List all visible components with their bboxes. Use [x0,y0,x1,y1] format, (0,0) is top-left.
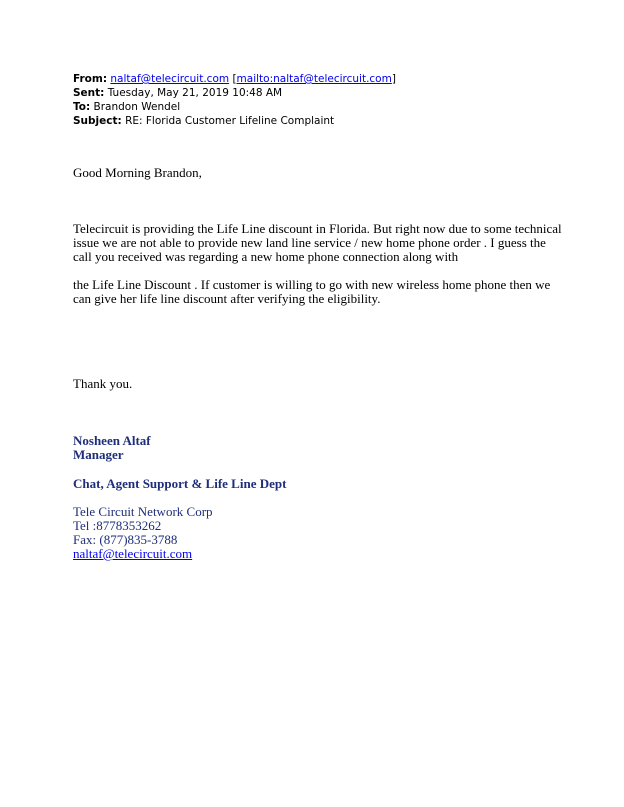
from-email-link[interactable]: naltaf@telecircuit.com [110,73,230,85]
signature-tel: Tel :8778353262 [73,518,162,533]
from-label: From: [73,73,108,85]
sent-label: Sent: [73,87,105,99]
signature-department: Chat, Agent Support & Life Line Dept [73,476,287,491]
closing: Thank you. [73,376,133,391]
from-row: From: naltaf@telecircuit.com [mailto:naltaf@telecircuit.com] [73,73,396,85]
body-paragraph-1: Telecircuit is providing the Life Line discount in Florida. But right now due to some technical issue we are not able to provide new land line service / new home phone order . I guess the call you received was regarding a new home phone connection along with [73,221,562,264]
signature-title: Manager [73,447,124,462]
to-value: Brandon Wendel [93,101,181,113]
email-header [73,72,396,128]
signature-company: Tele Circuit Network Corp [73,504,213,519]
body-paragraph-2: the Life Line Discount . If customer is willing to go with new wireless home phone then we can give her life line discount after verifying the eligibility. [73,277,551,306]
greeting: Good Morning Brandon, [73,165,202,180]
subject-value: RE: Florida Customer Lifeline Complaint [125,115,335,127]
from-mailto-link[interactable]: mailto:naltaf@telecircuit.com [236,73,392,85]
signature-email-link[interactable]: naltaf@telecircuit.com [73,546,193,561]
subject-row [73,114,396,128]
sent-value: Tuesday, May 21, 2019 10:48 AM [107,87,283,99]
to-label: To: [73,101,91,113]
subject-label: Subject: [73,115,122,127]
to-row [73,100,396,114]
signature-fax: Fax: (877)835-3788 [73,532,178,547]
signature-name: Nosheen Altaf [73,433,151,448]
sent-row [73,86,396,100]
